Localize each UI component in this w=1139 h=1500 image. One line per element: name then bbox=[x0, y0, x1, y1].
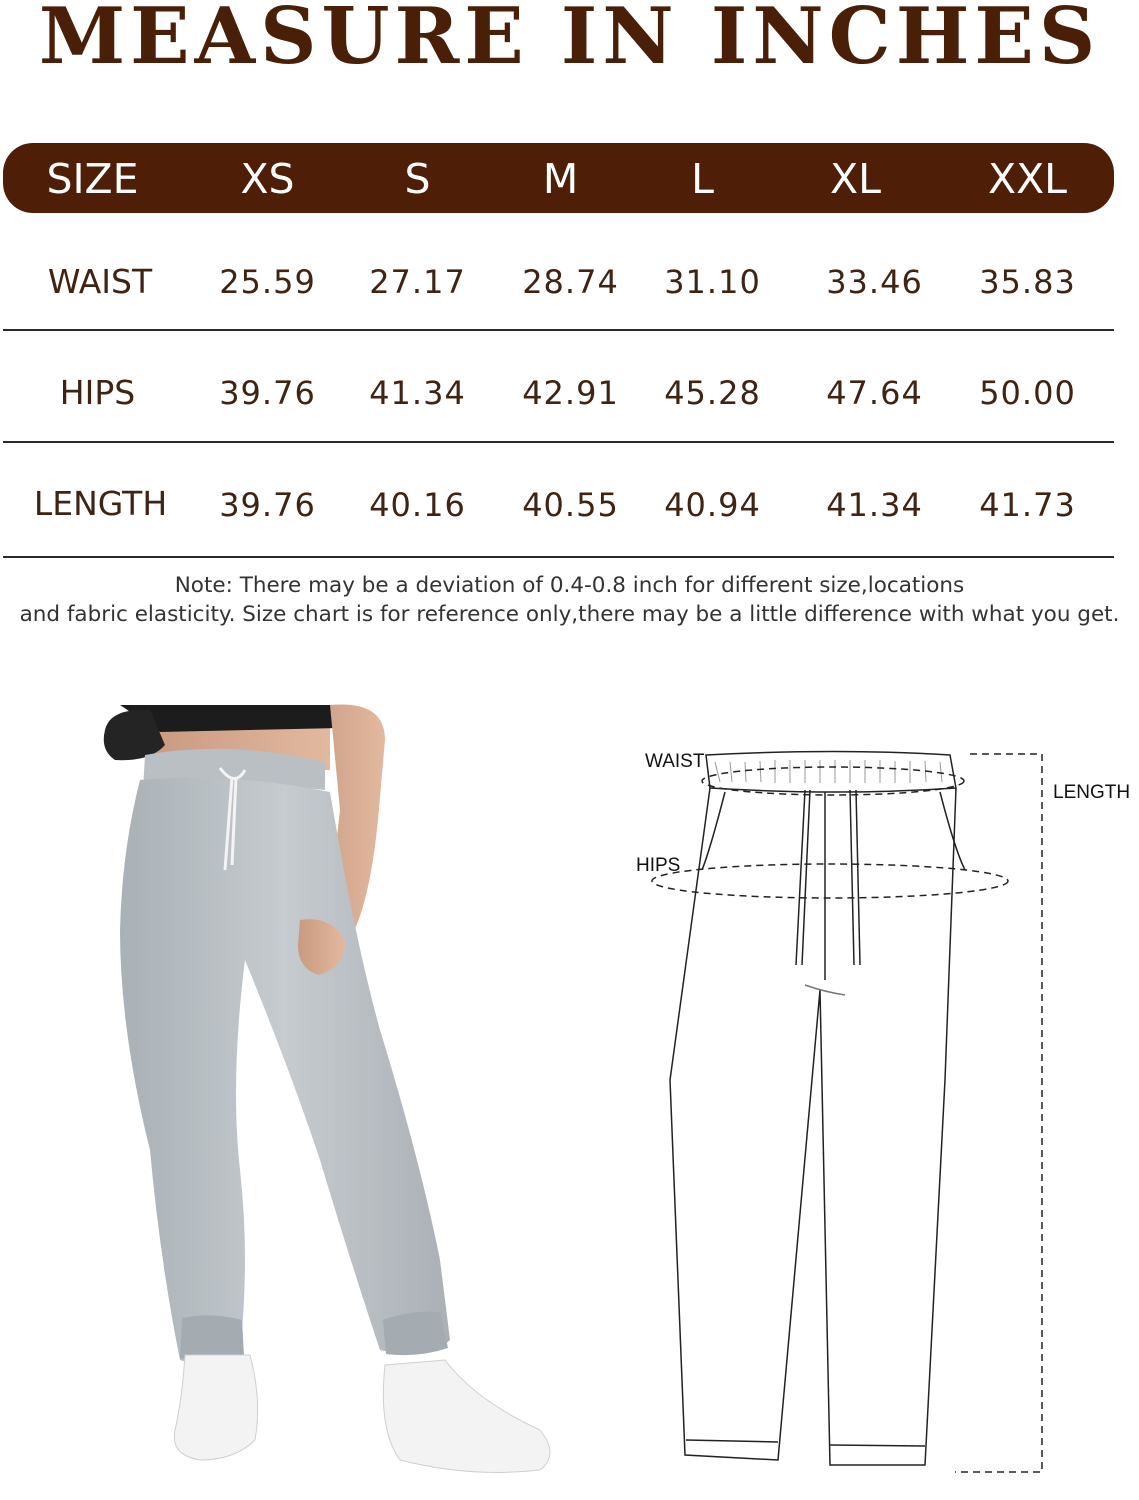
row-divider bbox=[3, 329, 1114, 331]
table-cell: 42.91 bbox=[522, 374, 619, 412]
header-l: L bbox=[691, 155, 714, 203]
table-cell: 39.76 bbox=[219, 374, 316, 412]
table-cell: 41.34 bbox=[369, 374, 466, 412]
row-divider bbox=[3, 556, 1114, 558]
diagram-label-hips: HIPS bbox=[636, 855, 681, 876]
table-cell: 40.94 bbox=[664, 486, 761, 524]
model-photo bbox=[0, 700, 600, 1500]
note-line-2: and fabric elasticity. Size chart is for reference only,there may be a little difference with what you get. bbox=[19, 602, 1120, 627]
row-label-hips: HIPS bbox=[59, 373, 136, 412]
table-cell: 45.28 bbox=[664, 374, 761, 412]
table-cell: 35.83 bbox=[979, 263, 1076, 301]
table-cell: 28.74 bbox=[522, 263, 619, 301]
table-cell: 27.17 bbox=[369, 263, 466, 301]
table-cell: 41.73 bbox=[979, 486, 1076, 524]
table-cell: 33.46 bbox=[826, 263, 923, 301]
header-size: SIZE bbox=[46, 155, 139, 203]
header-xs: XS bbox=[240, 155, 295, 203]
row-label-length: LENGTH bbox=[33, 484, 168, 523]
row-label-waist: WAIST bbox=[47, 262, 153, 301]
pants-sketch bbox=[610, 730, 1139, 1500]
header-xxl: XXL bbox=[987, 155, 1068, 203]
table-cell: 25.59 bbox=[219, 263, 316, 301]
header-xl: XL bbox=[830, 155, 881, 203]
header-m: M bbox=[542, 155, 579, 203]
table-cell: 40.16 bbox=[369, 486, 466, 524]
table-cell: 50.00 bbox=[979, 374, 1076, 412]
table-cell: 47.64 bbox=[826, 374, 923, 412]
table-cell: 40.55 bbox=[522, 486, 619, 524]
diagram-label-length: LENGTH bbox=[1053, 782, 1131, 803]
table-cell: 39.76 bbox=[219, 486, 316, 524]
page-title: MEASURE IN INCHES bbox=[38, 0, 1101, 82]
diagram-label-waist: WAIST bbox=[645, 751, 705, 772]
note-line-1: Note: There may be a deviation of 0.4-0.8 inch for different size,locations bbox=[174, 573, 965, 598]
row-divider bbox=[3, 441, 1114, 443]
table-cell: 41.34 bbox=[826, 486, 923, 524]
table-cell: 31.10 bbox=[664, 263, 761, 301]
header-s: S bbox=[404, 155, 431, 203]
